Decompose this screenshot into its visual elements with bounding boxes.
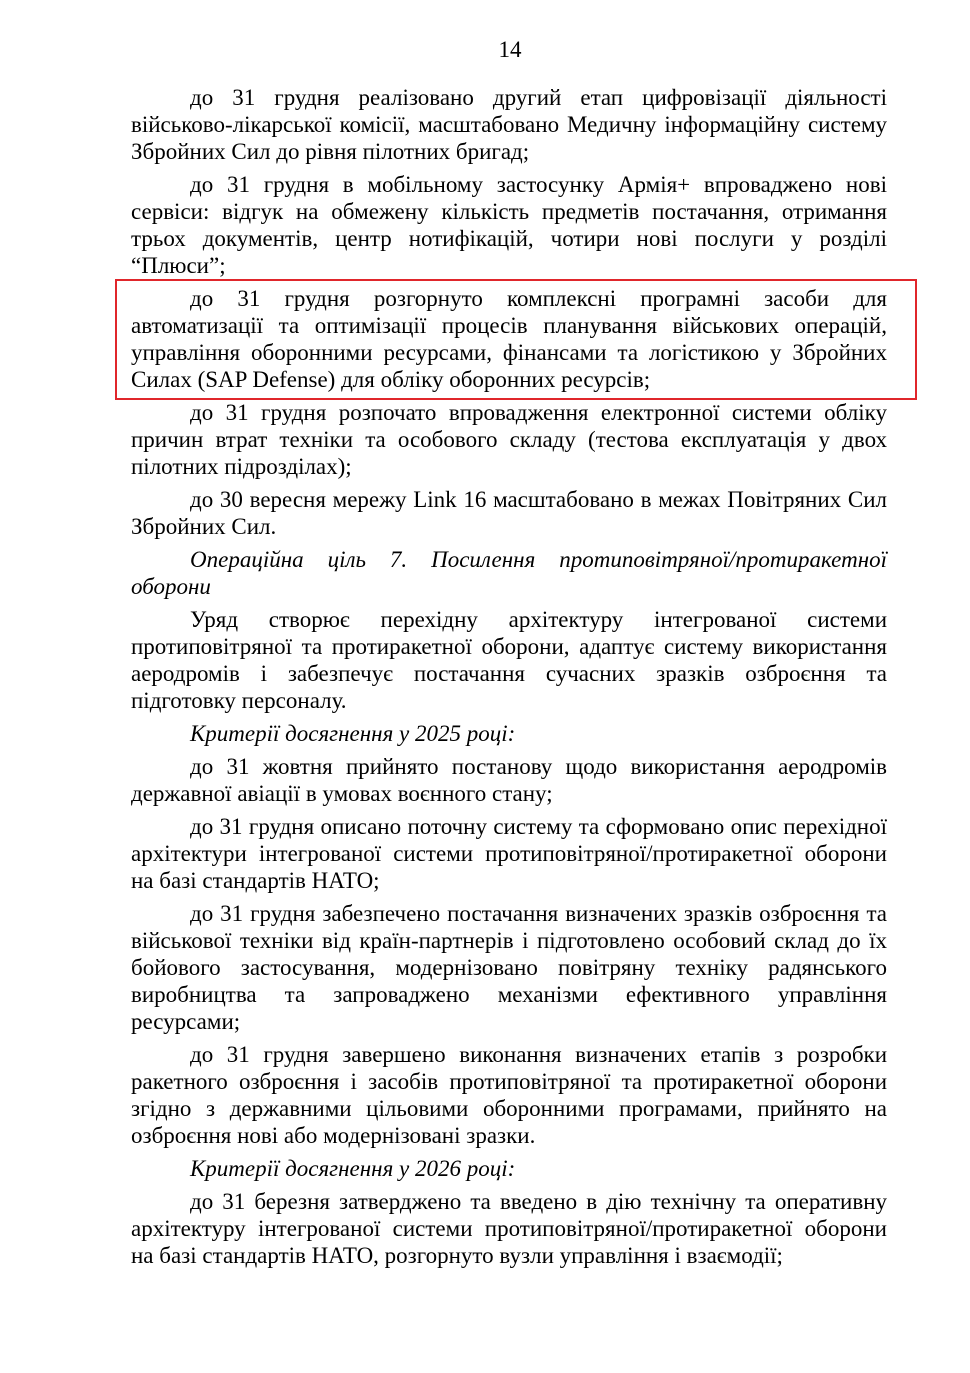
document-body	[131, 84, 887, 1275]
section-heading-goal-7: Операційна ціль 7. Посилення протиповітряної/протиракетної оборони	[131, 547, 887, 599]
paragraph-weapons-supply: до 31 грудня забезпечено постачання визначених зразків озброєння та військової техніки від країн-партнерів і підготовлено особовий склад до їх бойового застосування, модернізовано повітряну техніку радянського виробництва та запроваджено механізми ефективного управління ресурсами;	[131, 901, 887, 1034]
paragraph-link16: до 30 вересня мережу Link 16 масштабовано в межах Повітряних Сил Збройних Сил.	[131, 487, 887, 539]
page-number: 14	[498, 37, 522, 62]
highlighted-block	[131, 285, 887, 393]
paragraph-transition-architecture: до 31 грудня описано поточну систему та сформовано опис перехідної архітектури інтегрованої системи протиповітряної/протиракетної оборони на базі стандартів НАТО;	[131, 814, 887, 893]
paragraph-government-air-defense: Уряд створює перехідну архітектуру інтегрованої системи протиповітряної та протиракетної оборони, адаптує систему використання аеродромів і забезпечує постачання сучасних зразків озброєння та підготовку персоналу.	[131, 607, 887, 713]
paragraph-army-plus: до 31 грудня в мобільному застосунку Армія+ впроваджено нові сервіси: відгук на обмежену кількість предметів постачання, отримання трьох документів, центр нотифікацій, чотири нові послуги у розділі “Плюси”;	[131, 172, 887, 278]
paragraph-architecture-approval: до 31 березня затверджено та введено в дію технічну та оперативну архітектуру інтегрованої системи протиповітряної/протиракетної оборони на базі стандартів НАТО, розгорнуто вузли управління і взаємодії;	[131, 1189, 887, 1268]
paragraph-airfields-resolution: до 31 жовтня прийнято постанову щодо використання аеродромів державної авіації в умовах воєнного стану;	[131, 754, 887, 806]
paragraph-vlk-digitalization: до 31 грудня реалізовано другий етап цифровізації діяльності військово-лікарської комісії, масштабовано Медичну інформаційну систему Збройних Сил до рівня пілотних бригад;	[131, 85, 887, 164]
paragraph-loss-accounting: до 31 грудня розпочато впровадження електронної системи обліку причин втрат техніки та особового складу (тестова експлуатація у двох пілотних підрозділах);	[131, 400, 887, 479]
paragraph-missile-development: до 31 грудня завершено виконання визначених етапів з розробки ракетного озброєння і засобів протиповітряної та протиракетної оборони згідно з державними цільовими оборонними програмами, прийнято на озброєння нові або модернізовані зразки.	[131, 1042, 887, 1148]
subheading-criteria-2025: Критерії досягнення у 2025 році:	[190, 721, 516, 746]
paragraph-sap-defense: до 31 грудня розгорнуто комплексні програмні засоби для автоматизації та оптимізації процесів планування військових операцій, управління оборонними ресурсами, фінансами та логістикою у Збройних Силах (SAP Defense) для обліку оборонних ресурсів;	[131, 286, 887, 392]
subheading-criteria-2026: Критерії досягнення у 2026 році:	[190, 1156, 516, 1181]
